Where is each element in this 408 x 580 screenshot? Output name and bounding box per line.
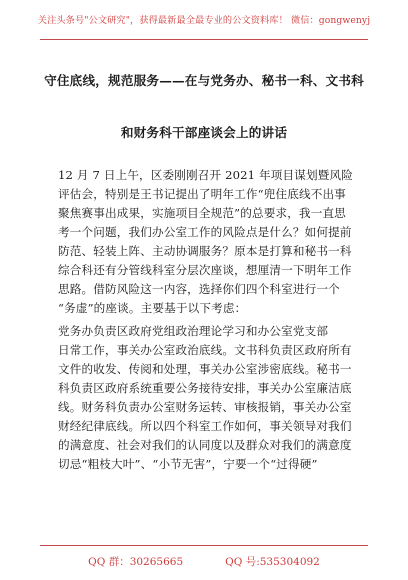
paragraph-line: 综合科还有分管线科室分层次座谈，想厘清一下明年工作 bbox=[58, 263, 352, 277]
paragraph-line: 科负责区政府系统重要公务接待安排，事关办公室廉洁底 bbox=[58, 381, 352, 395]
header-divider bbox=[40, 39, 368, 40]
paragraph-line: “务虚”的座谈。主要基于以下考虑： bbox=[58, 301, 247, 315]
footer-qq-group: QQ 群：30265665 bbox=[88, 555, 184, 568]
paragraph-line: 聚焦赛事出成果，实施项目全规范”的总要求，我一直思 bbox=[58, 206, 346, 220]
paragraph-line: 财经纪律底线。所以四个科室工作如何，事关领导对我们 bbox=[58, 419, 352, 433]
header-banner-text: 关注头条号"公文研究"，获得最新最全最专业的公文资料库！ 微信：gongwenyj bbox=[37, 15, 371, 26]
footer-qq-number: QQ 号:535304092 bbox=[225, 555, 320, 568]
paragraph-line: 日常工作，事关办公室政治底线。文书科负责区政府所有 bbox=[58, 343, 352, 357]
paragraph-line: 线。财务科负责办公室财务运转、审核报销，事关办公室 bbox=[58, 400, 352, 414]
paragraph-line: 思路。借防风险这一内容，选择你们四个科室进行一个 bbox=[58, 282, 340, 296]
paragraph-1 bbox=[58, 166, 354, 318]
document-title-line-2: 和财务科干部座谈会上的讲话 bbox=[120, 125, 288, 140]
paragraph-line: 防范、轻装上阵、主动协调服务？原本是打算和秘书一科 bbox=[58, 244, 352, 258]
paragraph-line: 切忌“粗枝大叶”、“小节无害”，宁要一个“过得硬” bbox=[58, 457, 318, 471]
footer-divider bbox=[40, 545, 368, 546]
paragraph-line: 党务办负责区政府党组政治理论学习和办公室党支部 bbox=[58, 324, 329, 338]
paragraph-line: 的满意度、社会对我们的认同度以及群众对我们的满意度 bbox=[58, 438, 352, 452]
paragraph-line: 考一个问题，我们办公室工作的风险点是什么？如何提前 bbox=[58, 225, 352, 239]
paragraph-2 bbox=[58, 322, 354, 474]
paragraph-line: 文件的收发、传阅和处理，事关办公室涉密底线。秘书一 bbox=[58, 362, 352, 376]
header-banner bbox=[0, 0, 408, 38]
paragraph-line: 评估会，特别是王书记提出了明年工作“兜住底线不出事 bbox=[58, 187, 346, 201]
document-title-line-1: 守住底线，规范服务——在与党务办、秘书一科、文书科 bbox=[44, 73, 364, 88]
paragraph-line: 12 月 7 日上午，区委刚刚召开 2021 年项目谋划暨风险 bbox=[58, 168, 353, 182]
footer bbox=[0, 550, 408, 572]
document-body bbox=[58, 166, 354, 478]
